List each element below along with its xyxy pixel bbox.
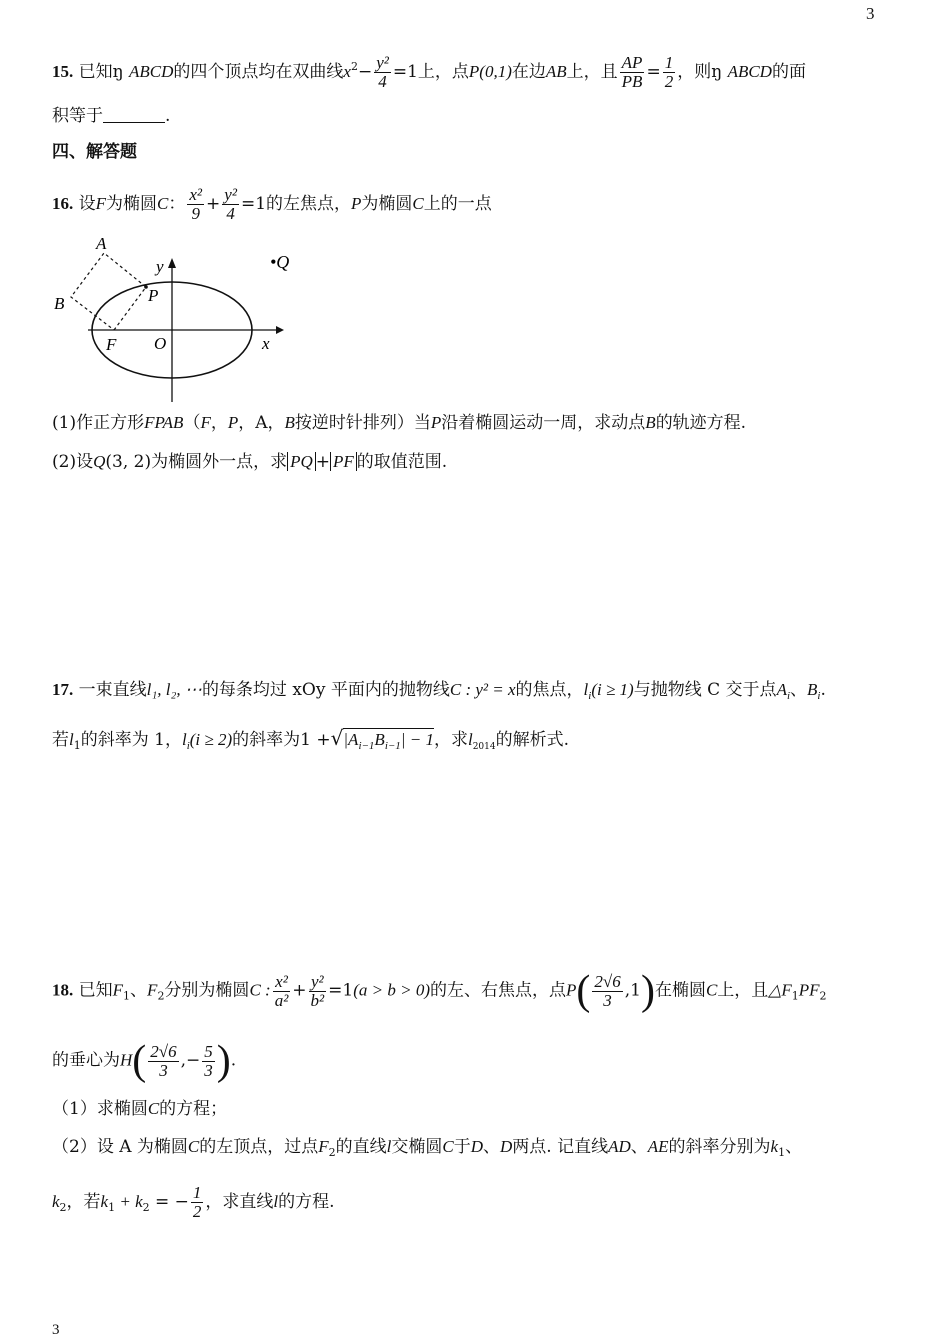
q18-P: P [565, 980, 577, 1000]
q18-F2: F [318, 1137, 329, 1156]
q18-D: D [470, 1137, 483, 1156]
q17-l1: l [69, 730, 74, 749]
q16-text: （ [183, 413, 201, 433]
q18-triangle: PF [798, 980, 820, 1000]
q15-ratio-fraction: $\frac{AP}{PB}$ [621, 53, 643, 91]
q16-Q: Q [93, 452, 106, 471]
q18-h-comma: ,− [180, 1050, 201, 1071]
q16-text: 为椭圆外一点，求 [151, 452, 288, 472]
label-p: P [148, 286, 159, 305]
q17-parabola: C : y² = x [449, 680, 516, 699]
q18-text: 的左、右焦点，点 [429, 980, 566, 1001]
q16-text: 为椭圆 [361, 194, 413, 214]
section-heading: 四、解答题 [52, 142, 137, 162]
q18-F1: F [112, 980, 124, 1000]
square-fpab [71, 253, 146, 330]
q18-C: C [147, 1099, 160, 1118]
q15-hyperbola-fraction: $\frac{\text{y²}}{4}$ [376, 53, 389, 91]
q16-eq: =1 [240, 194, 267, 214]
q15-line2 [52, 104, 170, 128]
q18-D: D [500, 1137, 513, 1156]
q17-sqrt: $|A_{i-1}B_{i-1}| - 1$ [343, 730, 434, 752]
q18-text: 的方程； [159, 1099, 228, 1119]
q15-shape: ŋ [711, 62, 723, 82]
q18-eq: = − [149, 1192, 189, 1212]
q17-text: 一束直线 [78, 680, 147, 700]
q15-exp: 2 [350, 60, 358, 73]
q16-text: 按逆时针排列）当 [294, 413, 431, 433]
q15-half-fraction: $\frac{1}{2}$ [664, 53, 674, 91]
q17-Ai: A [776, 680, 787, 699]
q17-period: . [820, 680, 826, 700]
q18-h-fraction2: $\frac{5}{3}$ [204, 1041, 213, 1080]
q16-plus: + [206, 194, 221, 214]
q16-A: A [255, 413, 268, 433]
q18-H: H [120, 1050, 133, 1070]
q18-text: 的垂心为 [52, 1050, 120, 1071]
q18-eq: =1 [328, 980, 354, 1001]
q18-text: 的直线 [335, 1137, 387, 1157]
q17-Bi: B [807, 680, 818, 699]
q18-line2: 的垂心为H( $\frac{2√6}{3}$ ,− $\frac{5}{3}$ ). [52, 1038, 237, 1084]
q16-B: B [645, 413, 656, 432]
q16-P: P [430, 413, 442, 432]
q17-li: l [583, 680, 589, 699]
q18-AE: AE [647, 1137, 669, 1156]
q16-colon: ： [168, 194, 186, 214]
q18-h-fraction: $\frac{2√6}{3}$ [150, 1041, 177, 1080]
q15-point-p: P(0,1) [468, 62, 512, 81]
q16-text: 的轨迹方程. [655, 413, 747, 433]
q18-text: 的左顶点，过点 [199, 1137, 319, 1157]
q16-P: P [227, 413, 239, 432]
q16-fpab: FPAB [144, 413, 184, 432]
q18-text: 在椭圆 [654, 980, 706, 1001]
q18-number: 18. [52, 980, 74, 1000]
q18-l: l [273, 1192, 279, 1211]
q16-number: 16. [52, 194, 74, 213]
q18-plus: + [292, 980, 307, 1001]
q18-text: 于 [453, 1137, 471, 1157]
q17-text: ，求 [433, 730, 468, 750]
q17-i-cond: (i ≥ 2) [189, 730, 233, 749]
q18-text: 上，且 [717, 980, 769, 1001]
q18-text: 、 [785, 1137, 803, 1157]
q16-P: P [351, 194, 362, 213]
ellipse-figure [48, 230, 318, 405]
answer-blank[interactable] [103, 106, 165, 123]
q16-F: F [95, 194, 107, 213]
q17-number: 17. [52, 680, 74, 699]
q15-text: 的四个顶点均在双曲线 [173, 62, 344, 82]
q18-C: C [187, 1137, 200, 1156]
q16-plus: + [315, 452, 331, 472]
q16-part1 [52, 411, 746, 435]
q18-text: （2）设 A 为椭圆 [52, 1137, 188, 1157]
q16-text: ， [238, 413, 256, 433]
label-a: A [96, 234, 107, 253]
q18-text: 分别为椭圆 [164, 980, 250, 1001]
q15-abcd: ABCD [129, 62, 174, 81]
q18-text: （1）求椭圆 [52, 1099, 148, 1119]
q16-part2 [52, 450, 447, 474]
q15-ab: AB [545, 62, 567, 81]
q15-abcd: ABCD [727, 62, 772, 81]
q17-text: 的每条均过 xOy 平面内的抛物线 [201, 680, 450, 700]
q15-text: 在边 [511, 62, 546, 82]
q16-text: (2)设 [52, 452, 94, 472]
q15-number: 15. [52, 62, 74, 81]
q18-line1: 18. 已知$F_1$、$F_2$分别为椭圆C : $\frac{\text{x²}}{\text{a²}}$ + $\frac{\text{y²}}{\text{b²}}$ =1(a > b > 0)的左、右焦点，点P( $\frac{2√6}{3}$ ,1)在椭圆C上，且$\triangle F_1PF_2$ [52, 968, 827, 1014]
q18-cond: (a > b > 0) [353, 980, 430, 1000]
q16-text: 上的一点 [423, 194, 492, 214]
q18-p-y: ,1 [624, 980, 641, 1001]
q18-C: C [442, 1137, 454, 1156]
q15-shape: ŋ [112, 62, 124, 82]
q15-text: 积等于 [52, 106, 103, 126]
page-number-top: 3 [866, 4, 875, 23]
q18-C: C : [249, 980, 271, 1000]
q18-text: ，求直线 [205, 1192, 274, 1212]
q18-period: . [230, 1050, 237, 1071]
q18-k1: k [100, 1192, 109, 1211]
q18-text: 两点. 记直线 [512, 1137, 609, 1157]
q18-line4: $k_2$，若$k_1 + k_2$ = − $\frac{1}{2}$ ，求直线l的方程. [52, 1183, 335, 1221]
page-number-bottom: 3 [52, 1322, 60, 1338]
q18-text: 、 [630, 1137, 648, 1157]
q18-half-fraction: $\frac{1}{2}$ [192, 1183, 202, 1221]
label-o: O [154, 334, 167, 353]
q16-x-fraction: $\frac{\text{x²}}{9}$ [189, 185, 203, 223]
q17-line2: 若$l_1$的斜率为 1，$l_i(i \ge 2)$的斜率为$1 +√|A_{i-1}B_{i-1}| - 1$，求$l_{2014}$的解析式. [52, 726, 569, 752]
q16-text: 设 [78, 194, 96, 214]
q18-text: 的方程. [278, 1192, 335, 1212]
q16-pq-abs: PQ [287, 452, 316, 471]
q16-B: B [284, 413, 295, 432]
q15-text: 已知 [78, 62, 113, 82]
label-b: B [54, 294, 65, 313]
q17-l2014: l [467, 730, 473, 749]
q15-text: 上，点 [417, 62, 469, 82]
q18-text: 的斜率分别为 [668, 1137, 771, 1157]
q17-text: 与抛物线 C 交于点 [633, 680, 777, 700]
q16-text: 的左焦点， [266, 194, 352, 214]
q17-text: 若 [52, 730, 69, 750]
q18-sep: 、 [130, 980, 148, 1001]
q17-li: l [181, 730, 187, 749]
q15-line1 [52, 54, 806, 91]
q16-pf-abs: PF [330, 452, 357, 471]
q17-text: 的斜率为 [232, 730, 301, 750]
q17-text: 的斜率为 1， [80, 730, 182, 750]
q18-AD: AD [608, 1137, 631, 1156]
label-f: F [106, 335, 117, 354]
q15-text: ，则 [677, 62, 712, 82]
q16-C: C [412, 194, 424, 213]
label-q: •Q [270, 252, 290, 272]
q18-F2: F [147, 980, 158, 1000]
q18-k1: k [770, 1137, 779, 1156]
q16-text: ， [267, 413, 285, 433]
q16-text: 沿着椭圆运动一周，求动点 [441, 413, 646, 433]
label-x: x [262, 334, 270, 353]
x-axis-arrow [276, 326, 284, 334]
q16-C: C [157, 194, 169, 213]
q15-text: 上，且 [566, 62, 618, 82]
q16-text: ， [210, 413, 228, 433]
q15-x: x [343, 62, 351, 81]
q18-l: l [386, 1137, 392, 1156]
q17-i-cond: (i ≥ 1) [591, 680, 634, 699]
q18-text: 已知 [78, 980, 113, 1001]
q18-y-fraction: $\frac{\text{y²}}{\text{b²}}$ [310, 971, 325, 1010]
q16-q-coords: (3, 2) [105, 452, 152, 472]
q15-eq: = [646, 62, 661, 82]
q18-p-fraction: $\frac{2√6}{3}$ [594, 971, 621, 1010]
q17-text: 的焦点， [515, 680, 584, 700]
q17-sep: 、 [790, 680, 808, 700]
q18-text: 、 [483, 1137, 500, 1157]
q16-stem [52, 186, 492, 223]
q18-k2: k [52, 1192, 60, 1211]
label-y: y [156, 257, 164, 276]
q16-text: 为椭圆 [106, 194, 158, 214]
q17-slope: 1 + [300, 730, 331, 750]
q16-F: F [200, 413, 211, 432]
q17-lines: l₁, l₂, ⋯ [146, 680, 202, 699]
q17-text: 的解析式. [495, 730, 569, 750]
q18-part2: （2）设 A 为椭圆C的左顶点，过点$F_2$的直线l交椭圆C于D、D两点. 记直线AD、AE的斜率分别为$k_1$、 [52, 1137, 803, 1159]
q16-text: (1)作正方形 [52, 413, 145, 433]
q15-minus: − [357, 62, 373, 82]
q18-text: ，若 [66, 1192, 101, 1212]
q18-C: C [705, 980, 718, 1000]
q16-y-fraction: $\frac{\text{y²}}{4}$ [224, 185, 237, 223]
q18-text: 交椭圆 [391, 1137, 443, 1157]
q18-triangle: △F [768, 980, 792, 1000]
q18-x-fraction: $\frac{\text{x²}}{\text{a²}}$ [274, 971, 289, 1010]
q15-eq: =1 [392, 62, 418, 82]
q16-text: 的取值范围. [356, 452, 448, 472]
q17-line1: 17. 一束直线l₁, l₂, ⋯的每条均过 xOy 平面内的抛物线C : y² = x的焦点，$l_i(i \ge 1)$与抛物线 C 交于点$A_i$、$B_i$. [52, 680, 826, 702]
q18-plus: + k [115, 1192, 143, 1211]
q15-period: . [165, 106, 171, 126]
q15-text: 的面 [771, 62, 806, 82]
q18-part1 [52, 1097, 227, 1121]
y-axis-arrow [168, 258, 176, 268]
